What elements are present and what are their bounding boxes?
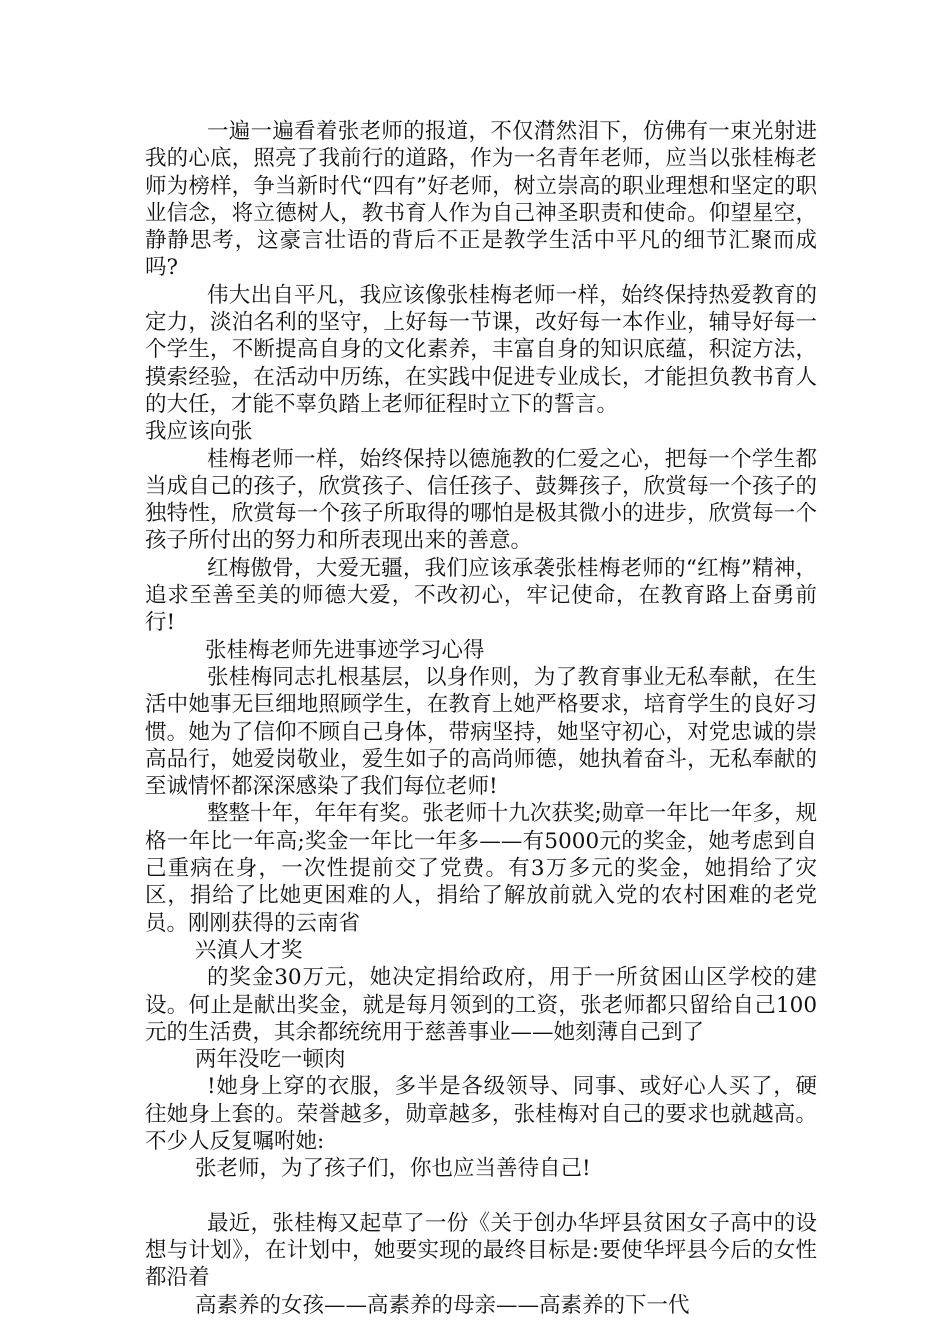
paragraph-fragment-learn-from: 我应该向张 <box>145 419 253 445</box>
document-body <box>145 118 817 1319</box>
paragraph-red-plum-spirit: 红梅傲骨，大爱无疆，我们应该承袭张桂梅老师的“红梅”精神，追求至善至美的师德大爱，不改初心，牢记使命，在教育路上奋勇前行! <box>145 555 817 636</box>
paragraph-award-name: 兴滇人才奖 <box>195 937 303 963</box>
paragraph-girls-high-school-plan: 最近，张桂梅又起草了一份《关于创办华坪县贫困女子高中的设想与计划》，在计划中，她要实现的最终目标是:要使华坪县今后的女性都沿着 <box>145 1210 817 1291</box>
blank-line <box>145 1183 817 1210</box>
paragraph-reflection-intro: 一遍一遍看着张老师的报道，不仅潸然泪下，仿佛有一束光射进我的心底，照亮了我前行的道路，作为一名青年老师，应当以张桂梅老师为榜样，争当新时代“四有”好老师，树立崇高的职业理想和坚定的职业信念，将立德树人，教书育人作为自己神圣职责和使命。仰望星空，静静思考，这豪言壮语的背后不正是教学生活中平凡的细节汇聚而成吗? <box>145 119 817 281</box>
paragraph-grassroots-dedication: 张桂梅同志扎根基层，以身作则，为了教育事业无私奉献，在生活中她事无巨细地照顾学生，在教育上她严格要求，培育学生的良好习惯。她为了信仰不顾自己身体，带病坚持，她坚守初心，对党忠诚的崇高品行，她爱岗敬业，爱生如子的高尚师德，她执着奋斗，无私奉献的至诚情怀都深深感染了我们每位老师! <box>145 664 817 800</box>
section-heading: 张桂梅老师先进事迹学习心得 <box>205 637 485 663</box>
paragraph-greatness-from-ordinary: 伟大出自平凡，我应该像张桂梅老师一样，始终保持热爱教育的定力，淡泊名利的坚守，上好每一节课，改好每一本作业，辅导好每一个学生，不断提高自身的文化素养，丰富自身的知识底蕴，积淀方法，摸索经验，在活动中历练，在实践中促进专业成长，才能担负教书育人的大任，才能不辜负踏上老师征程时立下的誓言。 <box>145 282 817 417</box>
paragraph-advice-quote: 张老师，为了孩子们，你也应当善待自己! <box>195 1156 591 1182</box>
paragraph-caring-heart: 桂梅老师一样，始终保持以德施教的仁爱之心，把每一个学生都当成自己的孩子，欣赏孩子、信任孩子、鼓舞孩子，欣赏每一个孩子的独特性，欣赏每一个孩子所取得的哪怕是极其微小的进步，欣赏每一个孩子所付出的努力和所表现出来的善意。 <box>145 446 817 554</box>
paragraph-no-meat: 两年没吃一顿肉 <box>195 1047 346 1073</box>
paragraph-clothing-honors: !她身上穿的衣服，多半是各级领导、同事、或好心人买了，硬往她身上套的。荣誉越多，勋章越多，张桂梅对自己的要求也就越高。不少人反复嘱咐她: <box>145 1074 817 1154</box>
paragraph-prize-donation: 的奖金30万元，她决定捐给政府，用于一所贫困山区学校的建设。何止是献出奖金，就是每月领到的工资，张老师都只留给自己100元的生活费，其余都统统用于慈善事业——她刻薄自己到了 <box>145 965 817 1045</box>
paragraph-goal-chain: 高素养的女孩——高素养的母亲——高素养的下一代 <box>195 1292 690 1318</box>
paragraph-ten-years-awards: 整整十年，年年有奖。张老师十九次获奖;勋章一年比一年多，规格一年比一年高;奖金一年比一年多——有5000元的奖金，她考虑到自己重病在身，一次性提前交了党费。有3万多元的奖金，她捐给了灾区，捐给了比她更困难的人，捐给了解放前就入党的农村困难的老党员。刚刚获得的云南省 <box>145 801 817 936</box>
